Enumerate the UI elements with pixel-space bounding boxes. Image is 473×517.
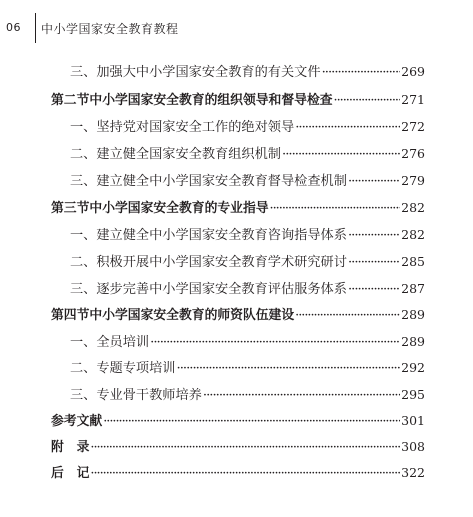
entry-title: 一、建立健全中小学国家安全教育咨询指导体系 xyxy=(70,228,347,243)
page-ref: 271 xyxy=(401,92,425,107)
page-ref: 301 xyxy=(401,413,425,428)
section-number: 第二节 xyxy=(51,93,90,108)
toc-entry-subsection xyxy=(70,251,425,271)
entry-title: 二、建立健全国家安全教育组织机制 xyxy=(70,147,281,162)
dot-leader xyxy=(334,93,401,108)
page-ref: 269 xyxy=(401,64,425,79)
entry-title: 二、积极开展中小学国家安全教育学术研究研讨 xyxy=(70,255,347,270)
dot-leader xyxy=(150,335,400,350)
toc-entry-section xyxy=(51,436,425,456)
dot-leader xyxy=(348,228,400,243)
entry-title: 附 录 xyxy=(51,440,90,455)
entry-title: 中小学国家安全教育的专业指导 xyxy=(89,201,269,216)
entry-title: 一、坚持党对国家安全工作的绝对领导 xyxy=(70,120,295,135)
entry-title: 三、建立健全中小学国家安全教育督导检查机制 xyxy=(70,174,347,189)
page-ref: 279 xyxy=(401,173,425,188)
toc-entry-subsection xyxy=(70,278,425,298)
page-ref: 276 xyxy=(401,146,425,161)
toc-entry-subsection xyxy=(70,331,425,351)
page-ref: 295 xyxy=(401,387,425,402)
dot-leader xyxy=(90,440,400,455)
toc-entry-subsection xyxy=(70,143,425,163)
section-number: 第四节 xyxy=(51,308,90,323)
entry-title: 三、专业骨干教师培养 xyxy=(70,388,202,403)
entry-title: 二、专题专项培训 xyxy=(70,361,176,376)
toc-entry-subsection xyxy=(70,61,425,81)
dot-leader xyxy=(295,308,400,323)
dot-leader xyxy=(348,174,400,189)
dot-leader xyxy=(177,361,401,376)
entry-title: 三、加强大中小学国家安全教育的有关文件 xyxy=(70,65,321,80)
dot-leader xyxy=(90,466,400,481)
page-ref: 322 xyxy=(401,465,425,480)
page-ref: 287 xyxy=(401,281,425,296)
toc-entry-subsection xyxy=(70,116,425,136)
dot-leader xyxy=(348,282,400,297)
page-ref: 285 xyxy=(401,254,425,269)
entry-title: 三、逐步完善中小学国家安全教育评估服务体系 xyxy=(70,282,347,297)
toc-entry-section xyxy=(51,462,425,482)
entry-title: 中小学国家安全教育的师资队伍建设 xyxy=(89,308,295,323)
header-divider xyxy=(35,13,36,43)
page-ref: 272 xyxy=(401,119,425,134)
page-ref: 308 xyxy=(401,439,425,454)
toc-entry-section xyxy=(51,304,425,324)
dot-leader xyxy=(270,201,401,216)
toc-entry-section xyxy=(51,410,425,430)
page-ref: 289 xyxy=(401,307,425,322)
entry-title: 中小学国家安全教育的组织领导和督导检查 xyxy=(89,93,333,108)
dot-leader xyxy=(348,255,400,270)
book-title: 中小学国家安全教育教程 xyxy=(41,22,179,36)
entry-title: 后 记 xyxy=(51,466,90,481)
page-ref: 292 xyxy=(401,360,425,375)
dot-leader xyxy=(282,147,400,162)
toc-entry-section xyxy=(51,197,425,217)
toc-entry-subsection xyxy=(70,224,425,244)
dot-leader xyxy=(203,388,400,403)
dot-leader xyxy=(322,65,401,80)
running-header xyxy=(0,0,473,44)
entry-title: 参考文献 xyxy=(51,414,103,429)
toc-entry-section xyxy=(51,89,425,109)
toc-entry-subsection xyxy=(70,170,425,190)
page-number: 06 xyxy=(6,21,21,34)
section-number: 第三节 xyxy=(51,201,90,216)
page-ref: 282 xyxy=(401,227,425,242)
dot-leader xyxy=(295,120,400,135)
page-ref: 289 xyxy=(401,334,425,349)
dot-leader xyxy=(103,414,400,429)
page-ref: 282 xyxy=(401,200,425,215)
entry-title: 一、全员培训 xyxy=(70,335,150,350)
toc-entry-subsection xyxy=(70,384,425,404)
toc-entry-subsection xyxy=(70,357,425,377)
